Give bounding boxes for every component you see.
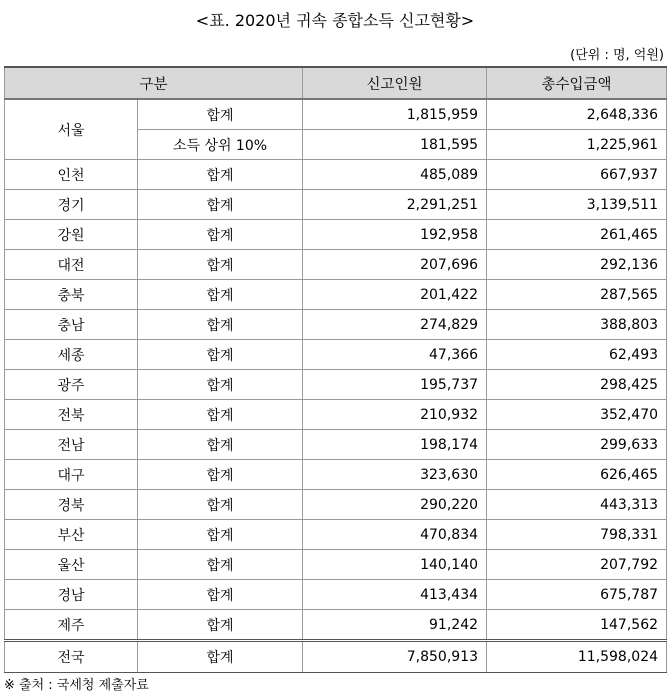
table-row (5, 99, 667, 130)
sub-cell: 합계 (138, 190, 303, 220)
amount-cell: 3,139,511 (487, 190, 667, 220)
region-cell: 충북 (5, 280, 138, 310)
unit-note: (단위 : 명, 억원) (570, 48, 664, 63)
income-report-table (4, 66, 667, 673)
amount-cell: 292,136 (487, 250, 667, 280)
count-cell: 207,696 (303, 250, 487, 280)
sub-cell: 합계 (138, 370, 303, 400)
table-row (5, 280, 667, 310)
table-title: <표. 2020년 귀속 종합소득 신고현황> (195, 11, 475, 30)
header-category: 구분 (5, 67, 303, 99)
table-row (5, 160, 667, 190)
sub-cell: 합계 (138, 460, 303, 490)
amount-cell: 261,465 (487, 220, 667, 250)
amount-cell: 2,648,336 (487, 99, 667, 130)
count-cell: 181,595 (303, 130, 487, 160)
amount-cell: 11,598,024 (487, 641, 667, 673)
amount-cell: 798,331 (487, 520, 667, 550)
table-row (5, 250, 667, 280)
sub-cell: 합계 (138, 310, 303, 340)
table-row (5, 190, 667, 220)
region-cell: 대전 (5, 250, 138, 280)
sub-cell: 합계 (138, 490, 303, 520)
region-cell: 세종 (5, 340, 138, 370)
region-cell: 경기 (5, 190, 138, 220)
count-cell: 1,815,959 (303, 99, 487, 130)
region-cell: 충남 (5, 310, 138, 340)
count-cell: 470,834 (303, 520, 487, 550)
region-cell: 전북 (5, 400, 138, 430)
count-cell: 140,140 (303, 550, 487, 580)
region-cell: 인천 (5, 160, 138, 190)
region-cell: 울산 (5, 550, 138, 580)
sub-cell: 합계 (138, 610, 303, 641)
sub-cell: 합계 (138, 280, 303, 310)
sub-cell: 합계 (138, 550, 303, 580)
count-cell: 413,434 (303, 580, 487, 610)
count-cell: 485,089 (303, 160, 487, 190)
amount-cell: 626,465 (487, 460, 667, 490)
sub-cell: 합계 (138, 340, 303, 370)
region-cell: 전남 (5, 430, 138, 460)
sub-cell: 합계 (138, 580, 303, 610)
amount-cell: 298,425 (487, 370, 667, 400)
header-amount: 총수입금액 (487, 67, 667, 99)
count-cell: 91,242 (303, 610, 487, 641)
table-row (5, 370, 667, 400)
table-row (5, 340, 667, 370)
amount-cell: 207,792 (487, 550, 667, 580)
sub-cell: 합계 (138, 430, 303, 460)
table-row (5, 460, 667, 490)
amount-cell: 62,493 (487, 340, 667, 370)
count-cell: 274,829 (303, 310, 487, 340)
region-cell: 제주 (5, 610, 138, 641)
amount-cell: 667,937 (487, 160, 667, 190)
region-cell: 부산 (5, 520, 138, 550)
sub-cell: 합계 (138, 220, 303, 250)
region-cell: 경북 (5, 490, 138, 520)
amount-cell: 287,565 (487, 280, 667, 310)
amount-cell: 443,313 (487, 490, 667, 520)
count-cell: 2,291,251 (303, 190, 487, 220)
sub-cell: 합계 (138, 520, 303, 550)
header-count: 신고인원 (303, 67, 487, 99)
count-cell: 323,630 (303, 460, 487, 490)
table-row (5, 220, 667, 250)
count-cell: 198,174 (303, 430, 487, 460)
amount-cell: 675,787 (487, 580, 667, 610)
count-cell: 290,220 (303, 490, 487, 520)
table-row (5, 580, 667, 610)
table-row (5, 520, 667, 550)
table-row (5, 430, 667, 460)
count-cell: 7,850,913 (303, 641, 487, 673)
amount-cell: 299,633 (487, 430, 667, 460)
region-cell: 광주 (5, 370, 138, 400)
sub-cell: 합계 (138, 250, 303, 280)
sub-cell: 합계 (138, 400, 303, 430)
sub-cell: 합계 (138, 641, 303, 673)
table-row (5, 490, 667, 520)
amount-cell: 352,470 (487, 400, 667, 430)
header-row (5, 67, 667, 99)
amount-cell: 1,225,961 (487, 130, 667, 160)
table-row (5, 550, 667, 580)
source-note: ※ 출처 : 국세청 제출자료 (4, 678, 149, 693)
amount-cell: 388,803 (487, 310, 667, 340)
table-row (5, 400, 667, 430)
count-cell: 201,422 (303, 280, 487, 310)
sub-cell: 합계 (138, 160, 303, 190)
region-cell: 대구 (5, 460, 138, 490)
region-cell: 전국 (5, 641, 138, 673)
count-cell: 195,737 (303, 370, 487, 400)
region-cell: 서울 (5, 99, 138, 160)
region-cell: 경남 (5, 580, 138, 610)
region-cell: 강원 (5, 220, 138, 250)
count-cell: 210,932 (303, 400, 487, 430)
count-cell: 192,958 (303, 220, 487, 250)
sub-cell: 합계 (138, 99, 303, 130)
sub-cell: 소득 상위 10% (138, 130, 303, 160)
count-cell: 47,366 (303, 340, 487, 370)
total-row (5, 641, 667, 673)
table-row (5, 610, 667, 641)
amount-cell: 147,562 (487, 610, 667, 641)
table-row (5, 310, 667, 340)
